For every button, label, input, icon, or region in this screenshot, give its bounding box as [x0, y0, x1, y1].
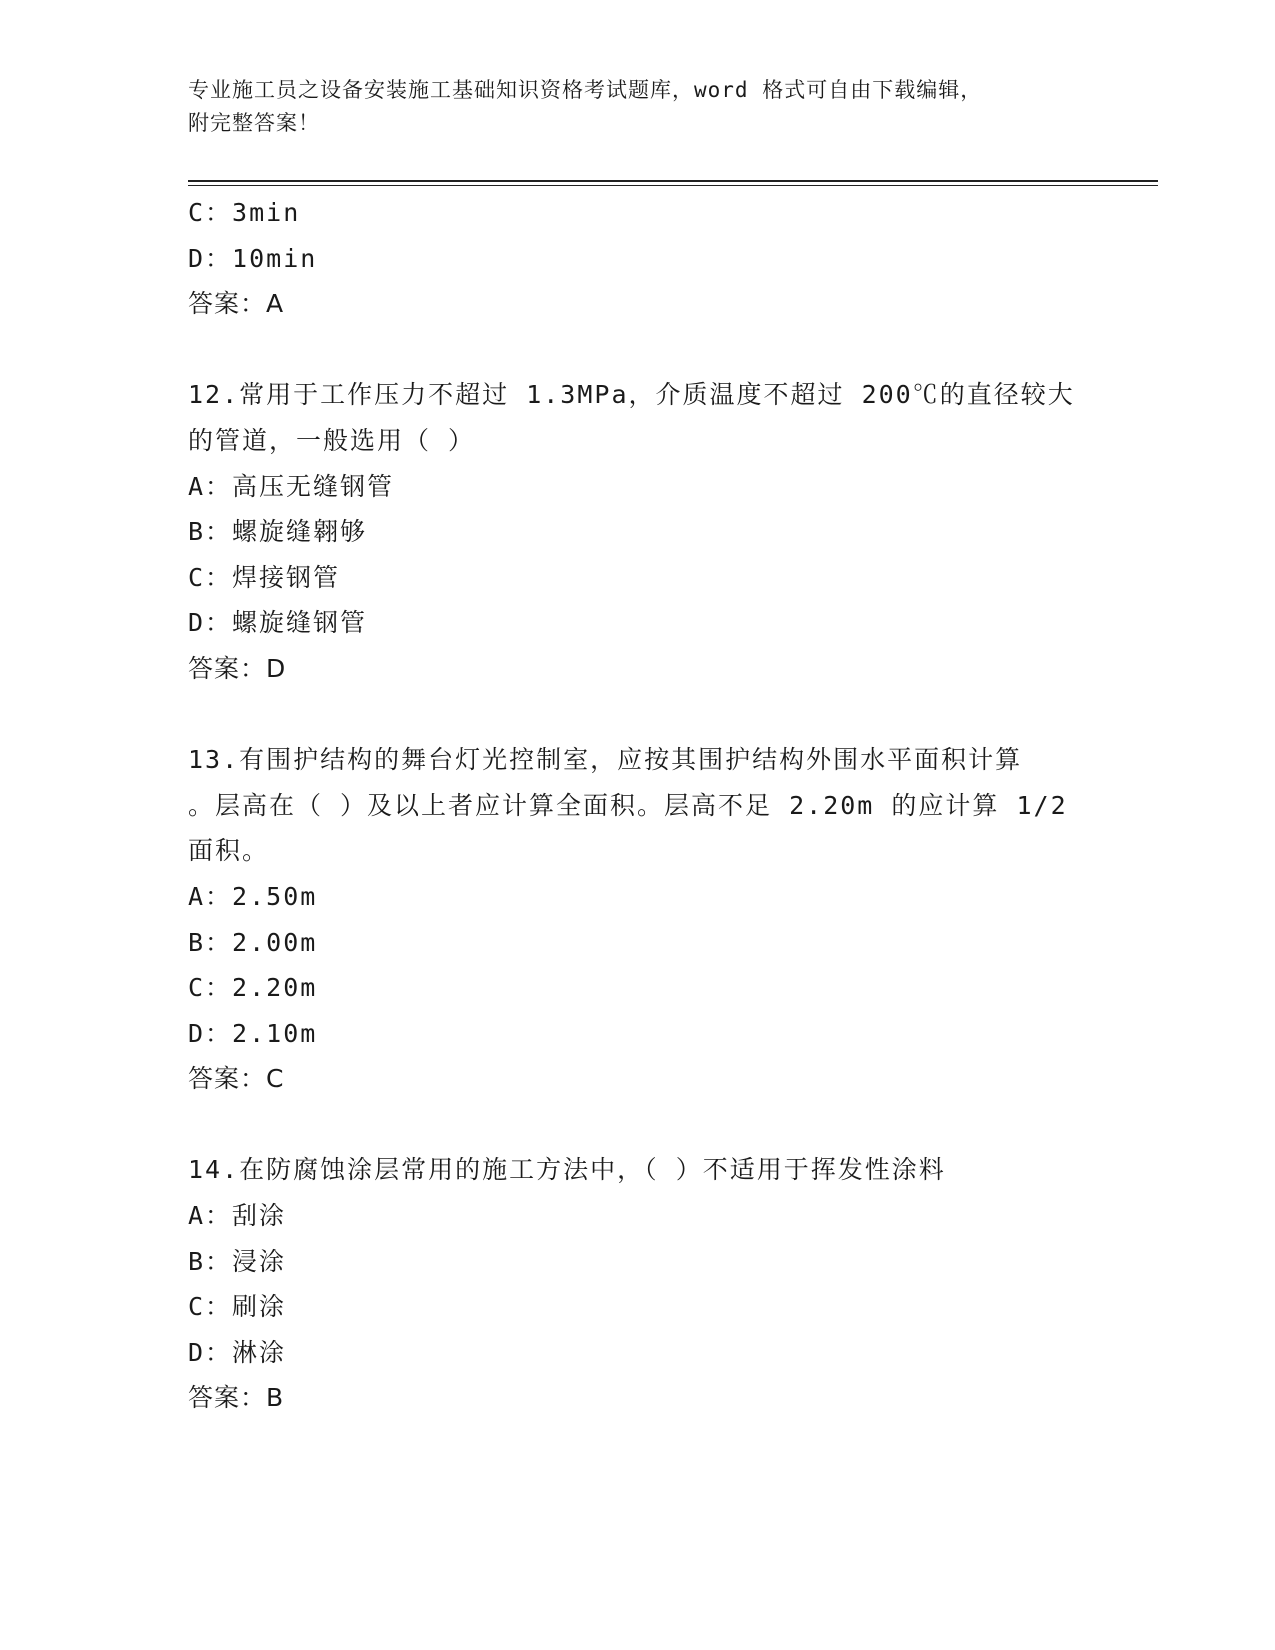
option-c: C：焊接钢管 [188, 562, 341, 592]
option-b: B：螺旋缝翱够 [188, 517, 368, 547]
question-12 [188, 372, 1088, 691]
question-text: 。层高在（ ）及以上者应计算全面积。层高不足 2.20m 的应计算 1/2 [188, 790, 1068, 820]
answer-label: 答案：A [188, 289, 285, 319]
option-a: A：2.50m [188, 881, 318, 911]
answer-label: 答案：C [188, 1064, 285, 1094]
header-divider-thin [188, 185, 1158, 186]
header-line-2: 附完整答案！ [188, 111, 320, 135]
option-d: D：10min [188, 243, 318, 273]
question-text: 13.有围护结构的舞台灯光控制室，应按其围护结构外围水平面积计算 [188, 745, 1023, 775]
answer-label: 答案：B [188, 1383, 285, 1413]
option-d: D：2.10m [188, 1018, 318, 1048]
option-d: D：螺旋缝钢管 [188, 608, 368, 638]
option-b: B：浸涂 [188, 1246, 287, 1276]
question-14 [188, 1147, 1088, 1421]
document-header [188, 74, 1068, 140]
option-d: D：淋涂 [188, 1337, 287, 1367]
question-11-tail [188, 190, 1088, 327]
header-line-1: 专业施工员之设备安装施工基础知识资格考试题库，word 格式可自由下载编辑， [188, 78, 983, 102]
header-divider-thick [188, 180, 1158, 182]
question-text: 的管道，一般选用（ ） [188, 425, 476, 455]
question-text: 12.常用于工作压力不超过 1.3MPa，介质温度不超过 200℃的直径较大 [188, 380, 1075, 410]
answer-label: 答案：D [188, 653, 287, 683]
option-a: A：刮涂 [188, 1201, 287, 1231]
option-c: C：2.20m [188, 973, 318, 1003]
question-text: 14.在防腐蚀涂层常用的施工方法中，（ ）不适用于挥发性涂料 [188, 1155, 946, 1185]
option-a: A：高压无缝钢管 [188, 471, 395, 501]
question-list [188, 190, 1088, 1421]
question-text: 面积。 [188, 836, 270, 866]
option-b: B：2.00m [188, 927, 318, 957]
option-c: C：3min [188, 198, 301, 227]
question-13 [188, 737, 1088, 1102]
option-c: C：刷涂 [188, 1292, 287, 1322]
